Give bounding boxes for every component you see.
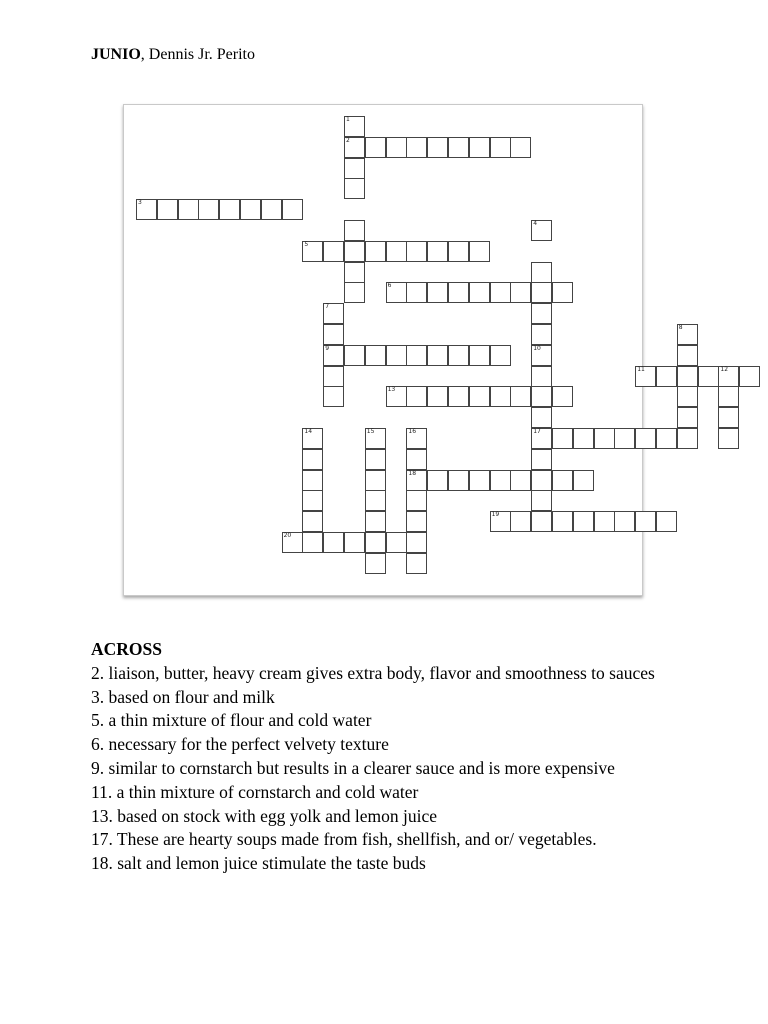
grid-cell[interactable] [302, 470, 323, 491]
grid-cell[interactable] [531, 511, 552, 532]
grid-cell[interactable] [365, 345, 386, 366]
grid-cell[interactable] [344, 532, 365, 553]
grid-cell[interactable] [302, 532, 323, 553]
clue-17: 17. These are hearty soups made from fish, shellfish, and or/ vegetables. [91, 829, 597, 850]
grid-cell[interactable] [344, 220, 365, 241]
student-name [91, 46, 255, 64]
grid-cell[interactable] [323, 366, 344, 387]
grid-cell[interactable] [677, 324, 698, 345]
grid-cell[interactable] [510, 511, 531, 532]
grid-cell[interactable] [406, 137, 427, 158]
clue-11: 11. a thin mixture of cornstarch and cold water [91, 781, 419, 802]
grid-cell[interactable] [531, 386, 552, 407]
grid-cell[interactable] [677, 345, 698, 366]
grid-cell[interactable] [406, 553, 427, 574]
grid-cell[interactable] [677, 366, 698, 387]
grid-cell[interactable] [469, 241, 490, 262]
clue-number: 13 [387, 386, 396, 394]
grid-cell[interactable] [614, 511, 635, 532]
clue-2: 2. liaison, butter, heavy cream gives extra body, flavor and smoothness to sauces [91, 662, 655, 683]
grid-cell[interactable] [344, 158, 365, 179]
grid-cell[interactable] [427, 241, 448, 262]
grid-cell[interactable] [677, 428, 698, 449]
grid-cell[interactable] [448, 137, 469, 158]
clue-number: 1 [346, 116, 350, 123]
grid-cell[interactable] [365, 449, 386, 470]
grid-cell[interactable] [157, 199, 178, 220]
grid-cell[interactable] [739, 366, 760, 387]
grid-cell[interactable] [448, 345, 469, 366]
grid-cell[interactable] [365, 511, 386, 532]
grid-cell[interactable] [406, 449, 427, 470]
grid-cell[interactable] [531, 324, 552, 345]
grid-cell[interactable] [531, 470, 552, 491]
grid-cell[interactable] [365, 241, 386, 262]
grid-cell[interactable] [406, 490, 427, 511]
grid-cell[interactable] [344, 345, 365, 366]
grid-cell[interactable] [635, 366, 656, 387]
grid-cell[interactable] [594, 428, 615, 449]
grid-cell[interactable] [531, 303, 552, 324]
grid-cell[interactable] [219, 199, 240, 220]
clue-number: 15 [366, 428, 375, 435]
grid-cell[interactable] [178, 199, 199, 220]
grid-cell[interactable] [490, 470, 511, 491]
grid-cell[interactable] [718, 386, 739, 407]
grid-cell[interactable] [386, 137, 407, 158]
grid-cell[interactable] [427, 282, 448, 303]
grid-cell[interactable] [531, 449, 552, 470]
clue-3: 3. based on flour and milk [91, 686, 275, 707]
grid-cell[interactable] [323, 303, 344, 324]
student-surname: JUNIO [91, 46, 141, 63]
grid-cell[interactable] [718, 407, 739, 428]
grid-cell[interactable] [490, 386, 511, 407]
grid-cell[interactable] [406, 386, 427, 407]
clue-number: 17 [533, 428, 541, 435]
grid-cell[interactable] [344, 262, 365, 283]
grid-cell[interactable] [531, 428, 552, 449]
grid-cell[interactable] [656, 428, 677, 449]
grid-cell[interactable] [552, 386, 573, 407]
grid-cell[interactable] [635, 511, 656, 532]
grid-cell[interactable] [552, 470, 573, 491]
grid-cell[interactable] [406, 282, 427, 303]
grid-cell[interactable] [323, 324, 344, 345]
grid-cell[interactable] [302, 241, 323, 262]
grid-cell[interactable] [531, 490, 552, 511]
grid-cell[interactable] [490, 511, 511, 532]
grid-cell[interactable] [386, 386, 407, 407]
grid-cell[interactable] [531, 262, 552, 283]
clue-number: 10 [533, 344, 541, 352]
clue-18: 18. salt and lemon juice stimulate the taste buds [91, 853, 426, 874]
grid-cell[interactable] [323, 386, 344, 407]
clue-number: 16 [408, 428, 417, 435]
grid-cell[interactable] [344, 241, 365, 262]
grid-cell[interactable] [531, 282, 552, 303]
grid-cell[interactable] [365, 553, 386, 574]
grid-cell[interactable] [427, 137, 448, 158]
grid-cell[interactable] [469, 345, 490, 366]
grid-cell[interactable] [323, 345, 344, 366]
grid-cell[interactable] [406, 511, 427, 532]
grid-cell[interactable] [510, 137, 531, 158]
grid-cell[interactable] [365, 490, 386, 511]
grid-cell[interactable] [427, 386, 448, 407]
clue-number: 18 [408, 469, 417, 477]
grid-cell[interactable] [490, 282, 511, 303]
grid-cell[interactable] [344, 116, 365, 137]
grid-cell[interactable] [136, 199, 157, 220]
clue-number: 4 [533, 220, 538, 227]
grid-cell[interactable] [406, 532, 427, 553]
clue-number: 3 [138, 199, 142, 207]
clue-9: 9. similar to cornstarch but results in a clearer sauce and is more expensive [91, 757, 615, 778]
grid-cell[interactable] [510, 470, 531, 491]
clue-number: 19 [491, 511, 500, 519]
grid-cell[interactable] [573, 470, 594, 491]
grid-cell[interactable] [531, 345, 552, 366]
clue-13: 13. based on stock with egg yolk and lemon juice [91, 805, 438, 826]
clue-number: 12 [720, 365, 729, 373]
grid-cell[interactable] [469, 470, 490, 491]
grid-cell[interactable] [490, 345, 511, 366]
grid-cell[interactable] [594, 511, 615, 532]
grid-cell[interactable] [406, 470, 427, 491]
clue-number: 20 [283, 532, 292, 539]
grid-cell[interactable] [677, 407, 698, 428]
grid-cell[interactable] [448, 241, 469, 262]
grid-cell[interactable] [448, 282, 469, 303]
grid-cell[interactable] [198, 199, 219, 220]
grid-cell[interactable] [614, 428, 635, 449]
clue-5: 5. a thin mixture of flour and cold water [91, 710, 372, 731]
grid-cell[interactable] [406, 241, 427, 262]
grid-cell[interactable] [552, 428, 573, 449]
across-clues [91, 638, 691, 876]
grid-cell[interactable] [448, 386, 469, 407]
grid-cell[interactable] [302, 449, 323, 470]
grid-cell[interactable] [677, 386, 698, 407]
grid-cell[interactable] [365, 137, 386, 158]
grid-cell[interactable] [552, 282, 573, 303]
grid-cell[interactable] [469, 137, 490, 158]
grid-cell[interactable] [718, 366, 739, 387]
grid-cell[interactable] [406, 345, 427, 366]
grid-cell[interactable] [490, 137, 511, 158]
across-heading: ACROSS [91, 639, 162, 659]
grid-cell[interactable] [552, 511, 573, 532]
grid-cell[interactable] [386, 282, 407, 303]
grid-cell[interactable] [698, 366, 719, 387]
grid-cell[interactable] [282, 532, 303, 553]
grid-cell[interactable] [448, 470, 469, 491]
grid-cell[interactable] [656, 511, 677, 532]
clue-number: 8 [678, 324, 683, 331]
grid-cell[interactable] [427, 345, 448, 366]
grid-cell[interactable] [386, 241, 407, 262]
crossword-grid [123, 104, 729, 596]
clue-number: 2 [346, 136, 350, 144]
grid-cell[interactable] [635, 428, 656, 449]
grid-cell[interactable] [365, 532, 386, 553]
grid-cell[interactable] [427, 470, 448, 491]
grid-cell[interactable] [531, 366, 552, 387]
grid-cell[interactable] [323, 532, 344, 553]
grid-cell[interactable] [344, 178, 365, 199]
grid-cell[interactable] [406, 428, 427, 449]
grid-cell[interactable] [261, 199, 282, 220]
grid-cell[interactable] [386, 532, 407, 553]
grid-cell[interactable] [365, 428, 386, 449]
clue-number: 6 [387, 282, 392, 290]
grid-cell[interactable] [510, 282, 531, 303]
grid-cell[interactable] [531, 407, 552, 428]
grid-cell[interactable] [573, 428, 594, 449]
grid-cell[interactable] [302, 490, 323, 511]
grid-cell[interactable] [510, 386, 531, 407]
grid-cell[interactable] [240, 199, 261, 220]
clue-6: 6. necessary for the perfect velvety texture [91, 734, 389, 755]
grid-cell[interactable] [344, 137, 365, 158]
clue-number: 9 [325, 344, 330, 352]
grid-cell[interactable] [302, 511, 323, 532]
clue-number: 5 [304, 240, 309, 248]
grid-cell[interactable] [302, 428, 323, 449]
grid-cell[interactable] [469, 386, 490, 407]
grid-cell[interactable] [718, 428, 739, 449]
student-given-name: , Dennis Jr. Perito [140, 46, 255, 63]
clue-number: 11 [637, 365, 645, 373]
grid-cell[interactable] [656, 366, 677, 387]
grid-cell[interactable] [386, 345, 407, 366]
grid-cell[interactable] [323, 241, 344, 262]
grid-cell[interactable] [344, 282, 365, 303]
grid-cell[interactable] [573, 511, 594, 532]
grid-cell[interactable] [531, 220, 552, 241]
grid-cell[interactable] [365, 470, 386, 491]
grid-cell[interactable] [469, 282, 490, 303]
clue-number: 7 [325, 303, 330, 311]
grid-cell[interactable] [282, 199, 303, 220]
clue-number: 14 [304, 428, 313, 435]
